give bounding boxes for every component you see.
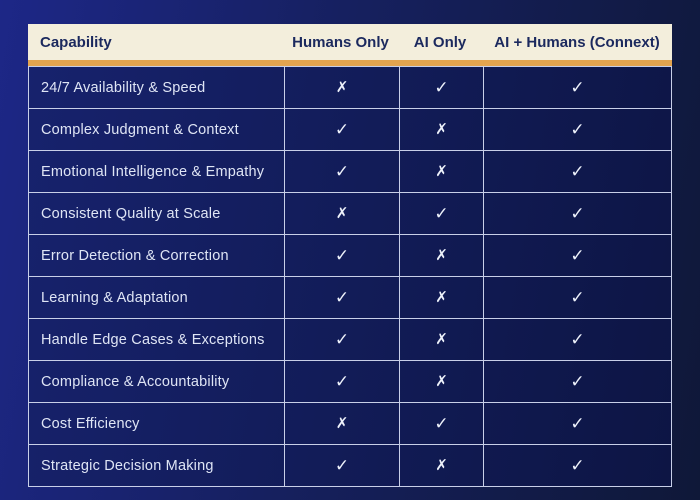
- mark-cell: [399, 151, 483, 192]
- capability-cell: Strategic Decision Making: [41, 457, 214, 474]
- cross-icon: ✗: [335, 79, 349, 96]
- mark-cell: [399, 361, 483, 402]
- check-icon: ✓: [570, 456, 585, 475]
- capability-cell: 24/7 Availability & Speed: [41, 79, 206, 96]
- capability-cell: Compliance & Accountability: [41, 373, 230, 390]
- table-row: [29, 192, 671, 234]
- check-icon: ✓: [334, 288, 350, 307]
- check-icon: ✓: [334, 330, 350, 349]
- mark-cell: [483, 319, 671, 360]
- mark-cell: [284, 319, 399, 360]
- mark-cell: [399, 235, 483, 276]
- mark-cell: [483, 151, 671, 192]
- cross-icon: ✗: [435, 121, 448, 138]
- cross-icon: ✗: [335, 415, 349, 432]
- check-icon: ✓: [434, 78, 449, 97]
- mark-cell: [483, 109, 671, 150]
- mark-cell: [483, 235, 671, 276]
- mark-cell: [284, 445, 399, 486]
- capability-cell: Emotional Intelligence & Empathy: [41, 163, 265, 180]
- mark-cell: [284, 277, 399, 318]
- mark-cell: [399, 319, 483, 360]
- header-capability: Capability: [40, 33, 112, 51]
- mark-cell: [284, 361, 399, 402]
- check-icon: ✓: [570, 330, 585, 349]
- capability-cell: Learning & Adaptation: [41, 289, 188, 306]
- check-icon: ✓: [570, 372, 585, 391]
- mark-cell: [483, 445, 671, 486]
- check-icon: ✓: [570, 78, 585, 97]
- check-icon: ✓: [334, 246, 350, 265]
- check-icon: ✓: [334, 372, 350, 391]
- mark-cell: [483, 193, 671, 234]
- capability-cell: Complex Judgment & Context: [41, 121, 239, 138]
- table-row: [29, 108, 671, 150]
- check-icon: ✓: [570, 162, 585, 181]
- check-icon: ✓: [570, 204, 585, 223]
- cross-icon: ✗: [435, 289, 448, 306]
- table-row: [29, 360, 671, 402]
- check-icon: ✓: [334, 456, 350, 475]
- check-icon: ✓: [570, 120, 585, 139]
- mark-cell: [399, 67, 483, 108]
- mark-cell: [483, 67, 671, 108]
- mark-cell: [284, 193, 399, 234]
- table-row: [29, 276, 671, 318]
- cross-icon: ✗: [435, 457, 448, 474]
- table-row: [29, 318, 671, 360]
- table-header: [28, 24, 672, 60]
- cross-icon: ✗: [435, 331, 448, 348]
- mark-cell: [284, 403, 399, 444]
- mark-cell: [284, 235, 399, 276]
- check-icon: ✓: [570, 246, 585, 265]
- mark-cell: [399, 277, 483, 318]
- mark-cell: [284, 151, 399, 192]
- mark-cell: [284, 67, 399, 108]
- mark-cell: [284, 109, 399, 150]
- check-icon: ✓: [570, 414, 585, 433]
- table-body: [28, 66, 672, 487]
- cross-icon: ✗: [435, 163, 448, 180]
- mark-cell: [399, 109, 483, 150]
- mark-cell: [483, 277, 671, 318]
- capability-cell: Consistent Quality at Scale: [41, 205, 221, 222]
- mark-cell: [399, 403, 483, 444]
- cross-icon: ✗: [435, 247, 448, 264]
- capability-cell: Error Detection & Correction: [41, 247, 229, 264]
- header-ai-humans-connext: AI + Humans (Connext): [494, 33, 660, 51]
- check-icon: ✓: [334, 120, 350, 139]
- table-row: [29, 67, 671, 108]
- check-icon: ✓: [434, 414, 449, 433]
- table-row: [29, 444, 671, 486]
- cross-icon: ✗: [435, 373, 448, 390]
- check-icon: ✓: [434, 204, 449, 223]
- header-humans-only: Humans Only: [292, 33, 389, 51]
- mark-cell: [399, 193, 483, 234]
- comparison-table: [28, 24, 672, 487]
- check-icon: ✓: [334, 162, 350, 181]
- cross-icon: ✗: [335, 205, 349, 222]
- check-icon: ✓: [570, 288, 585, 307]
- capability-cell: Handle Edge Cases & Exceptions: [41, 331, 265, 348]
- capability-cell: Cost Efficiency: [41, 415, 140, 432]
- table-row: [29, 402, 671, 444]
- mark-cell: [483, 361, 671, 402]
- table-row: [29, 234, 671, 276]
- mark-cell: [399, 445, 483, 486]
- header-ai-only: AI Only: [413, 33, 467, 51]
- table-row: [29, 150, 671, 192]
- mark-cell: [483, 403, 671, 444]
